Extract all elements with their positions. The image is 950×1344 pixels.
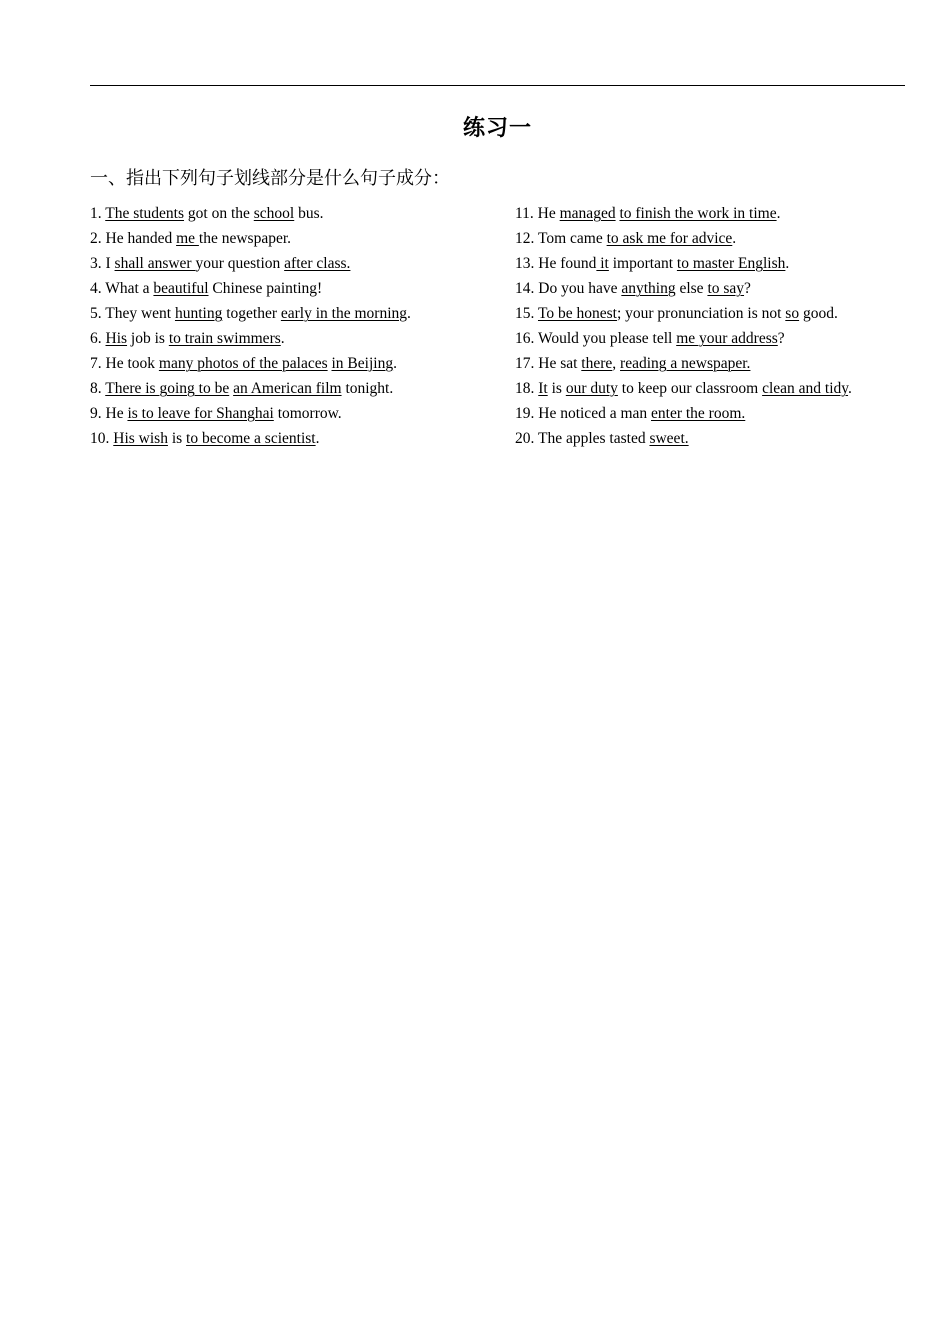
exercise-sentence bbox=[515, 251, 905, 276]
sentence-text: else bbox=[675, 280, 708, 297]
sentence-text: 20. The apples tasted bbox=[515, 430, 650, 447]
underlined-segment: is to leave for Shanghai bbox=[127, 405, 274, 422]
underlined-segment: His wish bbox=[113, 430, 168, 447]
sentence-text: 19. He noticed a man bbox=[515, 405, 652, 422]
sentence-text: 14. Do you have bbox=[515, 280, 622, 297]
underlined-segment: so bbox=[785, 305, 800, 322]
exercise-sentence bbox=[515, 326, 905, 351]
sentence-text: 2. He handed bbox=[90, 230, 177, 247]
underlined-segment: to become a scientist bbox=[186, 430, 316, 447]
sentence-text: your question bbox=[195, 255, 285, 272]
sentence-text: 17. He sat bbox=[515, 355, 582, 372]
underlined-segment: anything bbox=[621, 280, 676, 297]
sentence-text: . bbox=[315, 430, 320, 447]
sentence-text: is bbox=[547, 380, 566, 397]
underlined-segment: His bbox=[105, 330, 128, 347]
sentence-text: 1. bbox=[90, 205, 106, 222]
underlined-segment: to say bbox=[707, 280, 745, 297]
page-title: 练习一 bbox=[462, 116, 532, 141]
sentence-text: ? bbox=[744, 280, 751, 297]
sentence-text: . bbox=[393, 355, 397, 372]
sentence-text: . bbox=[732, 230, 737, 247]
exercise-sentence bbox=[90, 301, 510, 326]
sentence-text: 4. What a bbox=[90, 280, 154, 297]
sentence-text: . bbox=[785, 255, 790, 272]
underlined-segment: school bbox=[253, 205, 295, 222]
sentence-text: 18. bbox=[515, 380, 539, 397]
sentence-text: bus. bbox=[294, 205, 324, 222]
sentence-text: got on the bbox=[184, 205, 254, 222]
exercise-sentence bbox=[90, 351, 510, 376]
underlined-segment: shall answer bbox=[114, 255, 196, 272]
underlined-segment: to finish the work in time bbox=[619, 205, 777, 222]
underlined-segment: beautiful bbox=[153, 280, 209, 297]
exercise-sentence bbox=[515, 226, 905, 251]
underlined-segment: enter the room. bbox=[651, 405, 746, 422]
underlined-segment: reading a newspaper. bbox=[620, 355, 751, 372]
sentence-text: . bbox=[407, 305, 411, 322]
underlined-segment: in Beijing bbox=[331, 355, 394, 372]
underlined-segment: me your address bbox=[676, 330, 778, 347]
underlined-segment: managed bbox=[559, 205, 616, 222]
sentence-text: good. bbox=[799, 305, 838, 322]
exercise-list-left bbox=[90, 201, 510, 451]
sentence-text: 16. Would you please tell bbox=[515, 330, 677, 347]
exercise-sentence bbox=[515, 301, 905, 326]
underlined-segment: many photos of the palaces bbox=[158, 355, 328, 372]
sentence-text: 13. He found bbox=[515, 255, 597, 272]
sentence-text: 15. bbox=[515, 305, 538, 322]
sentence-text: 12. Tom came bbox=[515, 230, 607, 247]
underlined-segment: there bbox=[581, 355, 613, 372]
exercise-sentence bbox=[90, 326, 510, 351]
sentence-text: 3. I bbox=[90, 255, 115, 272]
sentence-text: to keep our classroom bbox=[617, 380, 763, 397]
underlined-segment: sweet. bbox=[649, 430, 689, 447]
sentence-text: important bbox=[608, 255, 677, 272]
section-heading: 一、指出下列句子划线部分是什么句子成分： bbox=[90, 168, 450, 189]
underlined-segment: after class. bbox=[284, 255, 351, 272]
exercise-sentence bbox=[90, 401, 510, 426]
sentence-text: tomorrow. bbox=[273, 405, 342, 422]
sentence-text: 5. They went bbox=[90, 305, 175, 322]
exercise-sentence bbox=[90, 426, 510, 451]
exercise-sentence bbox=[515, 201, 905, 226]
sentence-text: , bbox=[612, 355, 621, 372]
exercise-sentence bbox=[90, 376, 510, 401]
underlined-segment: early in the morning bbox=[280, 305, 407, 322]
underlined-segment: There is going to be bbox=[105, 380, 230, 397]
sentence-text: Chinese painting! bbox=[208, 280, 323, 297]
sentence-text: is bbox=[167, 430, 187, 447]
exercise-list-right bbox=[515, 201, 905, 451]
underlined-segment: our duty bbox=[565, 380, 618, 397]
underlined-segment: hunting bbox=[174, 305, 223, 322]
sentence-text: together bbox=[222, 305, 281, 322]
sentence-text: 10. bbox=[90, 430, 114, 447]
sentence-text: the newspaper. bbox=[198, 230, 292, 247]
sentence-text: tonight. bbox=[341, 380, 394, 397]
sentence-text: 9. He bbox=[90, 405, 128, 422]
underlined-segment: clean and tidy bbox=[762, 380, 849, 397]
exercise-sentence bbox=[90, 201, 510, 226]
exercise-sentence bbox=[515, 426, 905, 451]
underlined-segment: to master English bbox=[676, 255, 786, 272]
sentence-text: 7. He took bbox=[90, 355, 159, 372]
sentence-text: . bbox=[776, 205, 781, 222]
exercise-sentence bbox=[515, 401, 905, 426]
sentence-text: 6. bbox=[90, 330, 106, 347]
underlined-segment: it bbox=[596, 255, 609, 272]
exercise-sentence bbox=[515, 276, 905, 301]
exercise-sentence bbox=[90, 251, 510, 276]
underlined-segment: to train swimmers bbox=[168, 330, 281, 347]
exercise-sentence bbox=[515, 376, 905, 401]
underlined-segment: The students bbox=[105, 205, 185, 222]
underlined-segment: It bbox=[538, 380, 548, 397]
underlined-segment: me bbox=[176, 230, 199, 247]
underlined-segment: to ask me for advice bbox=[606, 230, 733, 247]
sentence-text: ; your pronunciation is not bbox=[616, 305, 786, 322]
sentence-text: . bbox=[280, 330, 285, 347]
exercise-sentence bbox=[90, 276, 510, 301]
sentence-text: job is bbox=[127, 330, 169, 347]
exercise-sentence bbox=[515, 351, 905, 376]
sentence-text: . bbox=[848, 380, 852, 397]
exercise-sentence bbox=[90, 226, 510, 251]
underlined-segment: an American film bbox=[233, 380, 342, 397]
sentence-text: 11. He bbox=[515, 205, 560, 222]
sentence-text: 8. bbox=[90, 380, 106, 397]
header-rule bbox=[90, 85, 905, 86]
underlined-segment: To be honest bbox=[537, 305, 617, 322]
sentence-text: ? bbox=[777, 330, 785, 347]
